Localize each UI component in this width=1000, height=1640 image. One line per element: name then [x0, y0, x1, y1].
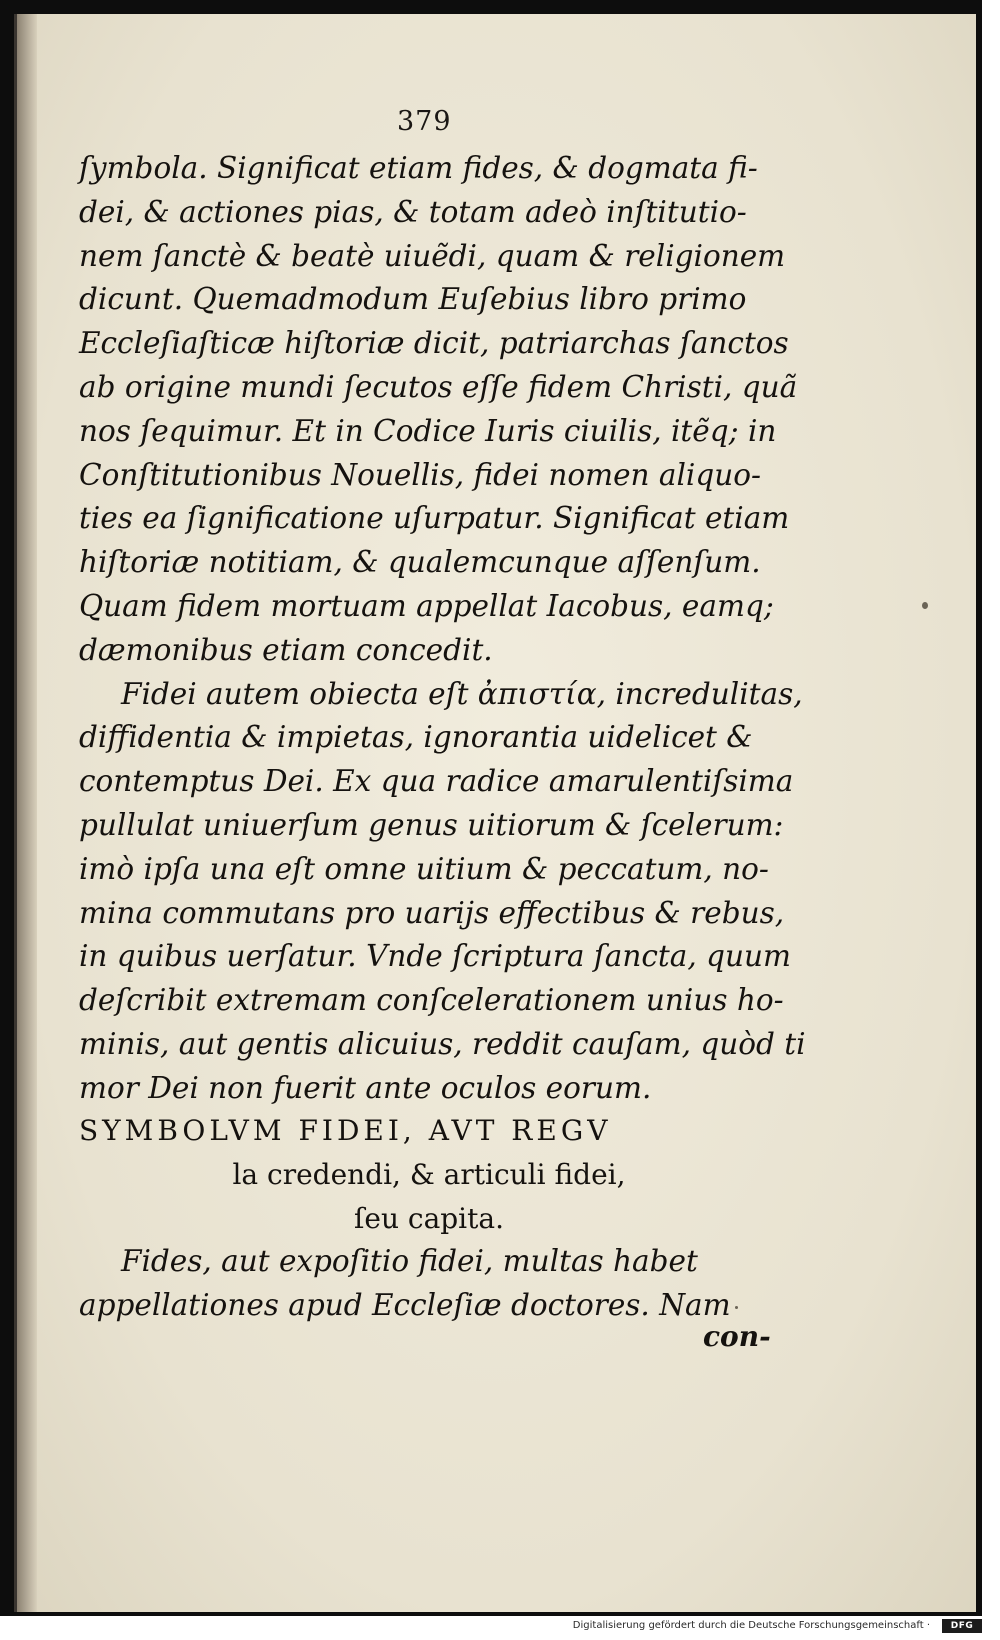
text-line: mina commutans pro uarijs effectibus & rebus,: [79, 895, 785, 930]
text-line: Conſtitutionibus Nouellis, fidei nomen aliquo-: [79, 457, 761, 492]
text-line: contemptus Dei. Ex qua radice amarulentiſsima: [79, 764, 794, 799]
text-line: diffidentia & impietas, ignorantia uidelicet &: [79, 720, 753, 755]
heading-line-1: SYMBOLVM FIDEI, AVT REGV: [79, 1114, 612, 1147]
text-line: hiſtoriæ notitiam, & qualemcunque aſſenſum.: [79, 545, 761, 580]
heading-line-3: ſeu capita.: [354, 1202, 504, 1235]
text-line: minis, aut gentis alicuius, reddit cauſam, quòd ti: [79, 1026, 806, 1061]
dfg-logo: DFG: [942, 1619, 982, 1633]
text-line: deſcribit extremam conſcelerationem unius ho-: [79, 983, 784, 1018]
section-heading: [79, 1109, 779, 1241]
text-line: imò ipſa una eſt omne uitium & peccatum, no-: [79, 851, 769, 886]
text-line: Fidei autem obiecta eſt ἀπιστία, incredulitas,: [121, 676, 803, 711]
paper-speck: [735, 1306, 738, 1309]
digitization-credit: Digitalisierung gefördert durch die Deutsche Forschungsgemeinschaft ·: [572, 1620, 930, 1631]
text-line: Quam fidem mortuam appellat Iacobus, eamq;: [79, 588, 774, 623]
page-number: 379: [397, 106, 452, 137]
paragraph-1: [79, 147, 806, 1111]
text-line: dæmonibus etiam concedit.: [79, 632, 493, 667]
text-line: ſymbola. Significat etiam fides, & dogmata fi-: [79, 151, 758, 185]
heading-line-2: la credendi, & articuli fidei,: [232, 1158, 626, 1191]
text-line: appellationes apud Eccleſiæ doctores. Nam: [79, 1287, 731, 1322]
text-line: in quibus uerſatur. Vnde ſcriptura ſancta, quum: [79, 939, 791, 974]
text-line: mor Dei non fuerit ante oculos eorum.: [79, 1070, 652, 1105]
book-page: [14, 14, 976, 1612]
text-line: dei, & actiones pias, & totam adeò inſtitutio-: [79, 194, 747, 229]
paper-speck: [922, 602, 928, 609]
text-line: pullulat uniuerſum genus uitiorum & ſcelerum:: [79, 807, 784, 842]
text-line: nos ſequimur. Et in Codice Iuris ciuilis, itẽq; in: [79, 413, 777, 448]
page-gutter: [17, 14, 37, 1612]
text-line: Fides, aut expoſitio fidei, multas habet: [121, 1244, 698, 1278]
text-line: ab origine mundi ſecutos eſſe fidem Christi, quã: [79, 369, 798, 404]
catchword: con-: [703, 1320, 771, 1353]
text-line: nem ſanctè & beatè uiuẽdi, quam & religionem: [79, 238, 786, 273]
text-line: ties ea ſignificatione uſurpatur. Significat etiam: [79, 501, 790, 536]
text-line: Eccleſiaſticæ hiſtoriæ dicit, patriarchas ſanctos: [79, 326, 789, 361]
text-line: dicunt. Quemadmodum Euſebius libro primo: [79, 282, 747, 317]
paragraph-3: [79, 1240, 779, 1328]
